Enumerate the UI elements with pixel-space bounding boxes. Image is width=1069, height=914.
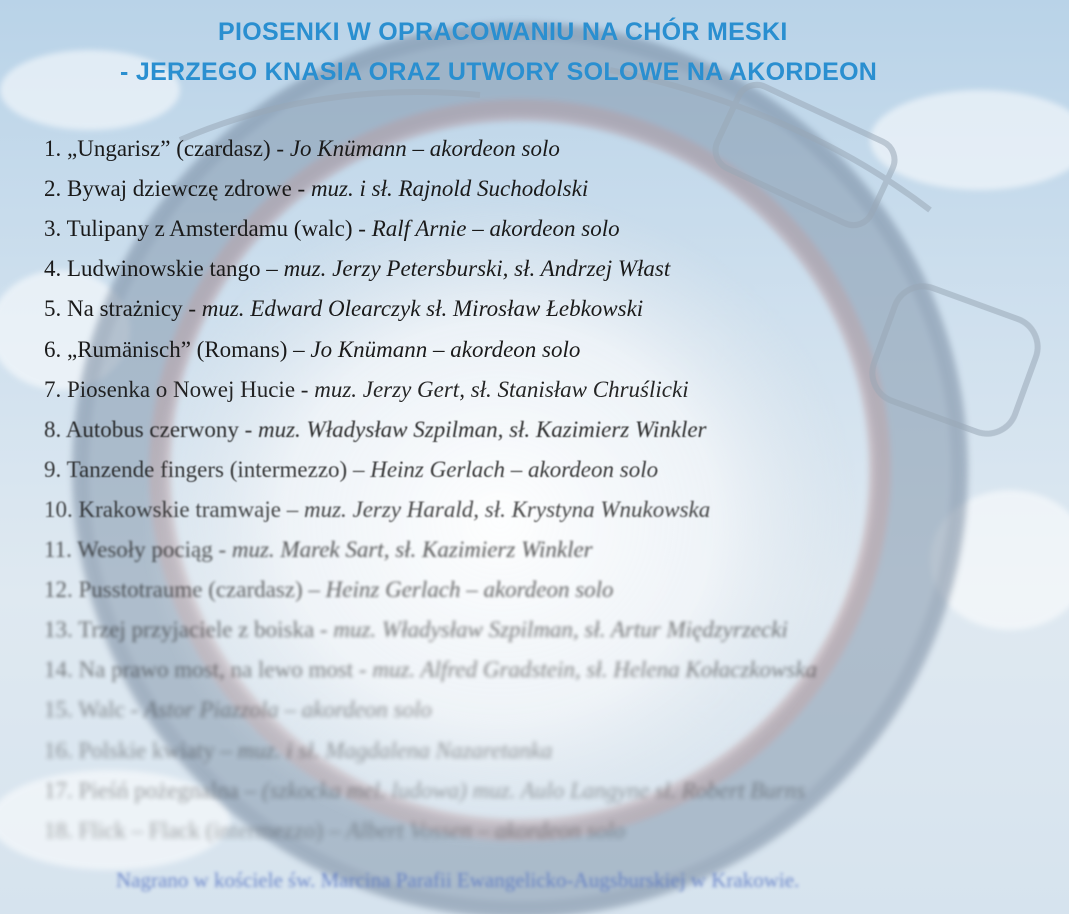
track-number: 17.: [44, 777, 73, 803]
track-credit: muz. Edward Olearczyk sł. Mirosław Łebkowski: [201, 296, 644, 322]
track-title: Krakowskie tramwaje –: [72, 496, 304, 522]
track-item: [44, 737, 552, 765]
track-number: 16.: [44, 737, 73, 763]
track-number: 13.: [44, 617, 73, 643]
track-credit: Ralf Arnie – akordeon solo: [371, 216, 620, 242]
track-credit: Heinz Gerlach – akordeon solo: [325, 577, 614, 603]
track-number: 8.: [44, 416, 62, 442]
track-title: Autobus czerwony -: [61, 416, 258, 442]
track-number: 1.: [44, 136, 62, 161]
track-credit: muz. Marek Sart, sł. Kazimierz Winkler: [231, 537, 593, 562]
track-item: [44, 416, 707, 444]
track-item: [44, 456, 658, 484]
track-item: [44, 576, 614, 604]
track-number: 5.: [44, 296, 62, 322]
track-item: [44, 215, 620, 243]
track-item: [44, 376, 689, 404]
track-title: Polskie kwiaty –: [72, 737, 238, 763]
track-number: 14.: [44, 657, 73, 683]
track-number: 15.: [44, 697, 73, 723]
track-title: „Rumänisch” (Romans) –: [61, 336, 311, 362]
track-title: Na prawo most, na lewo most -: [72, 657, 373, 683]
track-title: Walc -: [72, 697, 144, 723]
track-item: [44, 295, 643, 323]
track-number: 4.: [44, 256, 62, 282]
heading-line-1: PIOSENKI W OPRACOWANIU NA CHÓR MESKI: [218, 18, 788, 46]
track-title: „Ungarisz” (czardasz) -: [61, 136, 290, 161]
track-title: Wesoły pociąg -: [71, 537, 232, 562]
track-item: [44, 536, 593, 564]
track-item: [44, 616, 788, 644]
track-item: [44, 696, 432, 724]
track-title: Pieśń pożegnalna –: [72, 777, 262, 803]
track-item: [44, 255, 670, 283]
track-title: Tulipany z Amsterdamu (walc) -: [61, 216, 372, 242]
track-number: 12.: [44, 577, 73, 603]
track-title: Flick – Flack (intermezzo) –: [72, 817, 347, 843]
track-title: Trzej przyjaciele z boiska -: [72, 617, 334, 643]
track-credit: muz. i sł. Magdalena Nazaretanka: [237, 737, 553, 763]
track-credit: muz. Jerzy Petersburski, sł. Andrzej Włast: [283, 256, 671, 282]
track-credit: (szkocka mel. ludowa) muz. Aulo Langyne sł. Robert Burns: [261, 777, 806, 803]
track-number: 11.: [44, 537, 72, 562]
track-number: 9.: [44, 456, 62, 482]
track-credit: Heinz Gerlach – akordeon solo: [370, 456, 659, 482]
track-number: 2.: [44, 176, 62, 202]
track-title: Pusstotraume (czardasz) –: [72, 577, 326, 603]
track-title: Ludwinowskie tango –: [61, 256, 284, 282]
track-number: 3.: [44, 216, 62, 242]
track-credit: Jo Knümann – akordeon solo: [310, 336, 581, 362]
track-item: [44, 496, 710, 524]
track-item: [44, 656, 817, 684]
track-item: [44, 135, 560, 163]
track-number: 7.: [44, 376, 62, 402]
track-item: [44, 175, 588, 203]
track-credit: Albert Vossen – akordeon solo: [346, 817, 626, 843]
track-number: 6.: [44, 336, 62, 362]
heading-line-2: - JERZEGO KNASIA ORAZ UTWORY SOLOWE NA AKORDEON: [120, 58, 878, 86]
track-credit: Jo Knümann – akordeon solo: [289, 136, 560, 161]
track-number: 18.: [44, 817, 73, 843]
track-title: Tanzende fingers (intermezzo) –: [61, 456, 371, 482]
track-credit: muz. Władysław Szpilman, sł. Kazimierz Winkler: [258, 416, 707, 442]
track-item: [44, 336, 580, 364]
track-credit: muz. Jerzy Harald, sł. Krystyna Wnukowska: [303, 496, 711, 522]
track-title: Bywaj dziewczę zdrowe -: [61, 176, 311, 202]
recording-location-note: Nagrano w kościele św. Marcina Parafii Ewangelicko-Augsburskiej w Krakowie.: [116, 868, 800, 892]
track-credit: muz. i sł. Rajnold Suchodolski: [310, 176, 589, 202]
track-title: Na strażnicy -: [61, 296, 202, 322]
track-item: [44, 817, 625, 845]
track-item: [44, 777, 805, 805]
track-credit: muz. Władysław Szpilman, sł. Artur Międzyrzecki: [333, 617, 788, 643]
track-credit: Astor Piazzola – akordeon solo: [143, 697, 432, 723]
track-number: 10.: [44, 496, 73, 522]
track-credit: muz. Alfred Gradstein, sł. Helena Kołaczkowska: [372, 657, 817, 683]
track-title: Piosenka o Nowej Hucie -: [61, 376, 315, 402]
track-credit: muz. Jerzy Gert, sł. Stanisław Chruślicki: [314, 376, 689, 402]
